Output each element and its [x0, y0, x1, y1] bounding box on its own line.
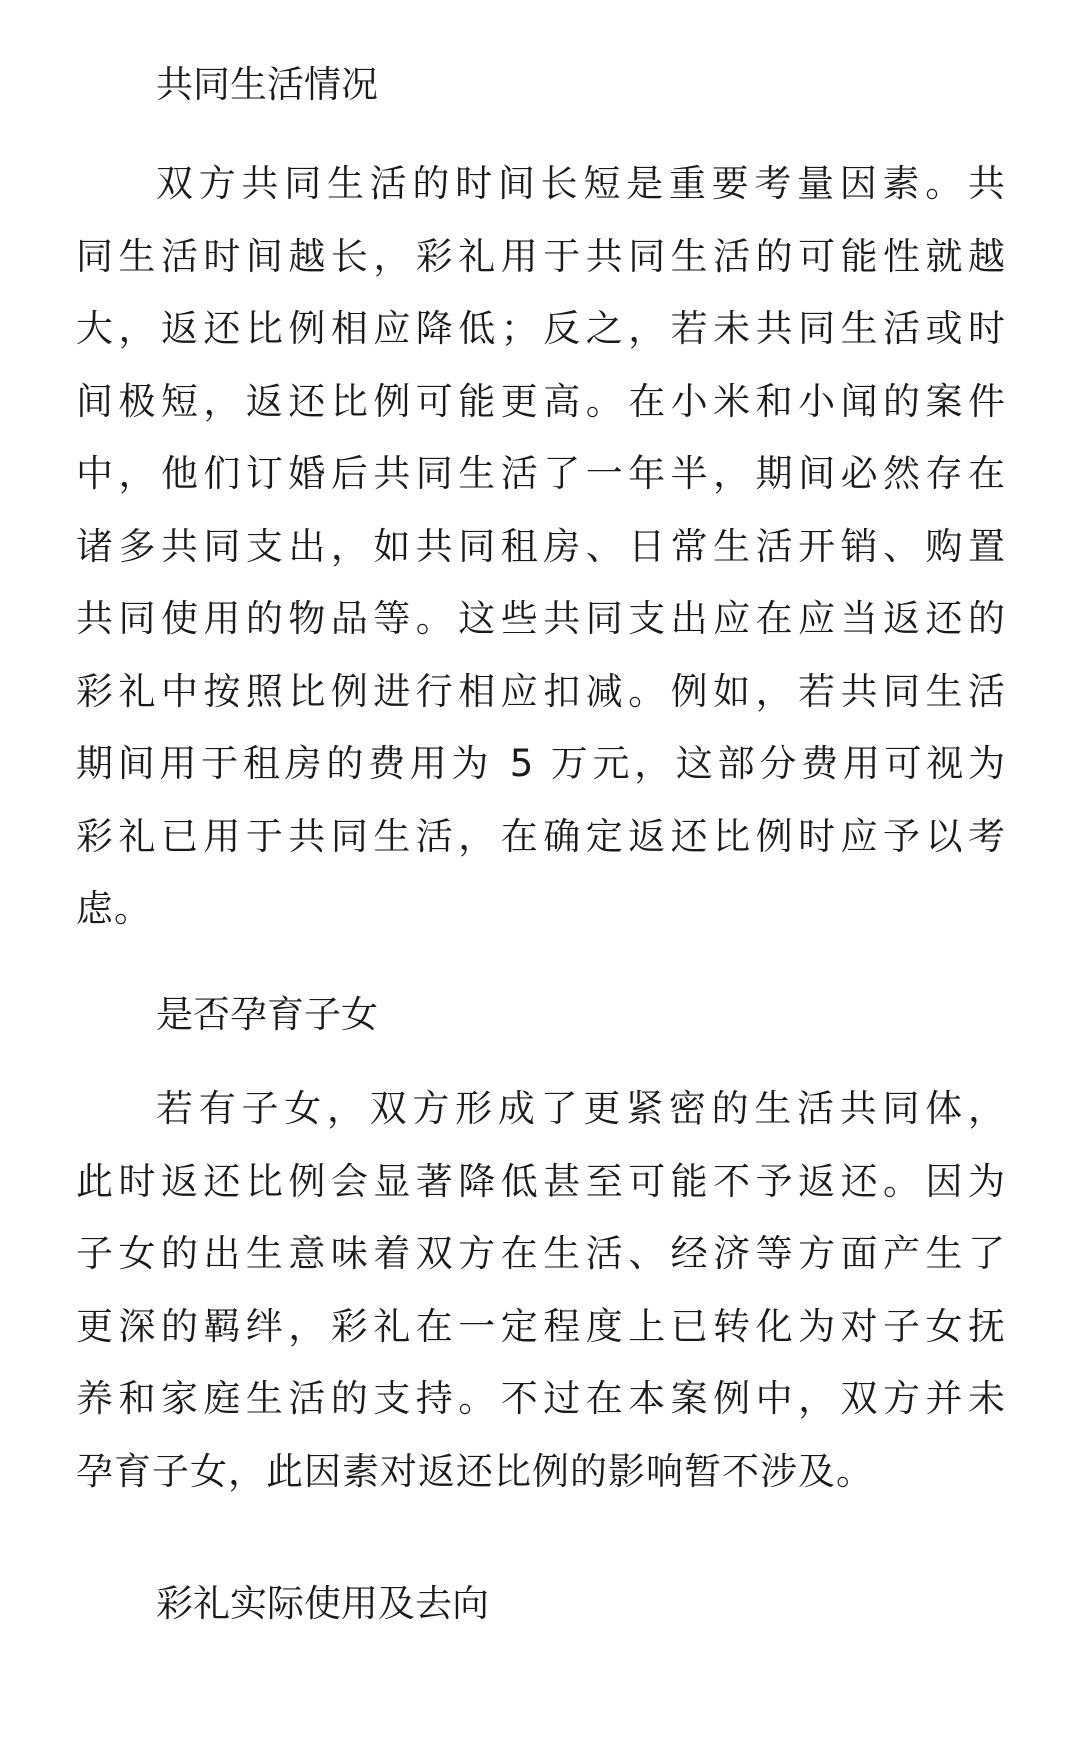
- paragraph-line: 双方共同生活的时间长短是重要考量因素。共: [156, 162, 1006, 205]
- paragraph-children: [76, 1073, 1006, 1508]
- paragraph-line: 若有子女，双方形成了更紧密的生活共同体，: [156, 1087, 1006, 1130]
- paragraph-line: 中，他们订婚后共同生活了一年半，期间必然存在: [76, 452, 1006, 495]
- paragraph-line: 虑。: [76, 887, 152, 930]
- section-heading-cohabitation: 共同生活情况: [156, 63, 378, 106]
- section-heading-children: 是否孕育子女: [156, 993, 378, 1036]
- paragraph-line: 养和家庭生活的支持。不过在本案例中，双方并未: [76, 1377, 1006, 1420]
- paragraph-line: 更深的羁绊，彩礼在一定程度上已转化为对子女抚: [76, 1304, 1006, 1348]
- paragraph-line: 孕育子女，此因素对返还比例的影响暂不涉及。: [76, 1449, 874, 1493]
- paragraph-line: 间极短，返还比例可能更高。在小米和小闻的案件: [76, 379, 1006, 423]
- paragraph-line: 彩礼已用于共同生活，在确定返还比例时应予以考: [76, 814, 1006, 858]
- section-heading-bride-price-usage: 彩礼实际使用及去向: [156, 1582, 489, 1625]
- paragraph-line: 子女的出生意味着双方在生活、经济等方面产生了: [76, 1232, 1006, 1275]
- paragraph-line: 彩礼中按照比例进行相应扣减。例如，若共同生活: [76, 669, 1006, 713]
- paragraph-line: 期间用于租房的费用为 5 万元，这部分费用可视为: [76, 742, 1006, 785]
- paragraph-line: 同生活时间越长，彩礼用于共同生活的可能性就越: [76, 234, 1006, 278]
- paragraph-line: 共同使用的物品等。这些共同支出应在应当返还的: [76, 597, 1006, 640]
- paragraph-line: 此时返还比例会显著降低甚至可能不予返还。因为: [76, 1159, 1006, 1203]
- paragraph-cohabitation: [76, 148, 1006, 946]
- paragraph-line: 大，返还比例相应降低；反之，若未共同生活或时: [76, 307, 1006, 350]
- paragraph-line: 诸多共同支出，如共同租房、日常生活开销、购置: [76, 524, 1006, 568]
